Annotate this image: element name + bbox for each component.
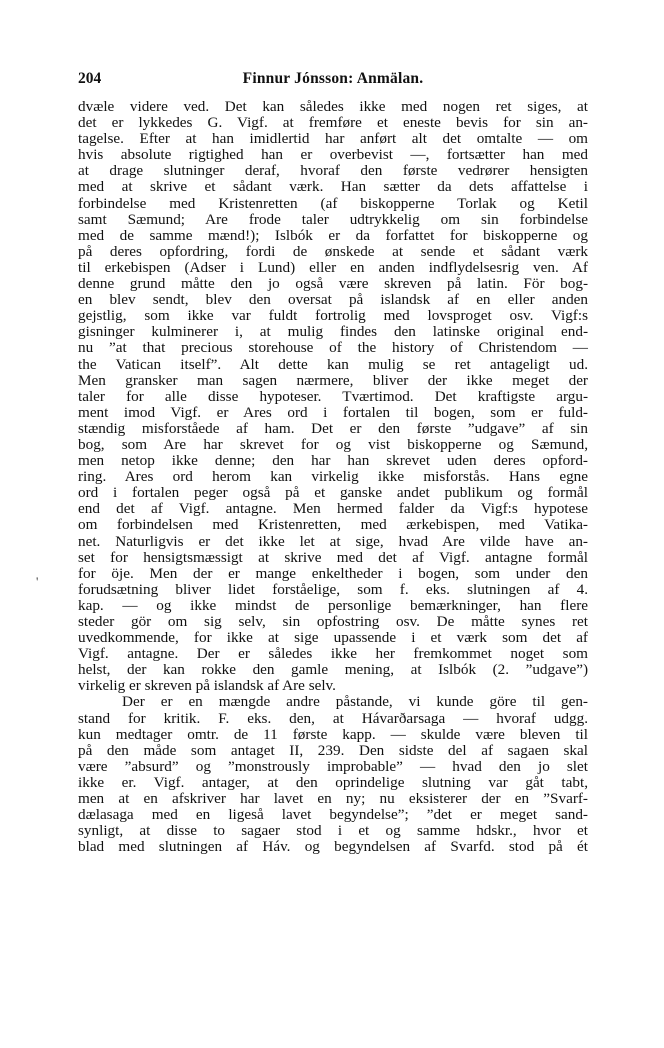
text-line: uvedkommende, for ikke at sige upassende i et værk som det af [78, 629, 588, 647]
text-line: for öje. Men der er mange enkeltheder i bogen, som under den [78, 564, 588, 582]
text-line: gejstlig, som ikke var fuldt fortrolig med lovsproget osv. Vigf:s [78, 307, 588, 325]
text-line: på deres opfordring, fordi de ønskede at sende et sådant værk [78, 242, 588, 260]
text-line: med at skrive et sådant værk. Han sætter da dets affattelse i [78, 178, 588, 196]
text-line: forudsætning bliver lidet forståelige, som f. eks. slutningen af 4. [78, 580, 588, 598]
text-line: med de samme mænd!); Islbók er da forfattet for biskopperne og [78, 226, 588, 244]
margin-mark: ' [36, 574, 39, 589]
text-line: dvæle videre ved. Det kan således ikke med nogen ret siges, at [78, 98, 588, 115]
text-line: end det af Vigf. antagne. Men hermed falder da Vigf:s hypotese [78, 500, 588, 518]
text-line: stand for kritik. F. eks. den, at Hávarðarsaga — hvoraf udgg. [78, 709, 588, 727]
text-line: set for hensigtsmæssigt at skrive med det af Vigf. antagne formål [78, 548, 588, 566]
text-line: om forbindelsen med Kristenretten, med ærkebispen, med Vatika- [78, 516, 588, 534]
text-line: the Vatican itself”. Alt dette kan mulig se ret antageligt ud. [78, 355, 588, 373]
text-line: en blev sendt, blev den oversat på islandsk af en eller anden [78, 291, 588, 309]
text-line: taler for alle disse hypoteser. Tværtimod. Det kraftigste argu- [78, 387, 588, 405]
text-line: ikke er. Vigf. antager, at den oprindelige slutning var gåt tabt, [78, 773, 588, 791]
text-line: Men gransker man sagen nærmere, bliver der ikke meget der [78, 371, 588, 389]
text-line: bog, som Are har skrevet for og vist biskopperne og Sæmund, [78, 435, 588, 453]
page-header [78, 70, 588, 92]
text-line: gisninger kulminerer i, at mulig findes den latinske original end- [78, 323, 588, 341]
text-line: hvis absolute rigtighed han er overbevist —, fortsætter han med [78, 146, 588, 164]
text-line: denne grund måtte den jo også være skreven på latin. För bog- [78, 275, 588, 293]
page-number: 204 [78, 70, 102, 87]
text-line: samt Sæmund; Are frode taler udtrykkelig om sin forbindelse [78, 210, 588, 228]
body-text [78, 99, 588, 855]
text-line: ment imod Vigf. er Ares ord i fortalen til bogen, som er fuld- [78, 403, 588, 421]
text-line: Der er en mængde andre påstande, vi kunde göre til gen- [122, 693, 588, 711]
text-line: stændig misforståede af ham. Det er den første ”udgave” af sin [78, 419, 588, 437]
text-line: virkelig er skreven på islandsk af Are selv. [78, 677, 336, 695]
text-line: kap. — og ikke mindst de personlige bemærkninger, han flere [78, 596, 588, 614]
text-line: net. Naturligvis er det ikke let at sige, hvad Are vilde have an- [78, 532, 588, 550]
text-line: ord i fortalen peger også på et ganske andet publikum og formål [78, 484, 588, 502]
text-line: men at en afskriver har lavet en ny; nu eksisterer der en ”Svarf- [78, 790, 588, 808]
text-line: forbindelse med Kristenretten (af biskopperne Torlak og Ketil [78, 194, 588, 212]
text-line: ring. Ares ord herom kan virkelig ikke misforstås. Hans egne [78, 468, 588, 486]
text-line: at drage slutninger deraf, hvoraf den første vedrører hensigten [78, 162, 588, 180]
text-line: Vigf. antagne. Der er således ikke her fremkommet noget som [78, 645, 588, 663]
text-line: det er lykkedes G. Vigf. at fremføre et eneste bevis for sin an- [78, 114, 588, 132]
text-line: helst, der kan rokke den gamle mening, at Islbók (2. ”udgave”) [78, 661, 588, 679]
text-line: synligt, at disse to sagaer stod i et og samme hdskr., hvor et [78, 822, 588, 840]
text-line: på den måde som antaget II, 239. Den sidste del af sagaen skal [78, 741, 588, 759]
running-title: Finnur Jónsson: Anmälan. [242, 70, 424, 87]
text-line: være ”absurd” og ”monstrously improbable” — hvad den jo slet [78, 757, 588, 775]
text-line: steder gör om sig selv, sin opfostring osv. De måtte synes ret [78, 613, 588, 630]
text-line: tagelse. Efter at han imidlertid har anført alt det omtalte — om [78, 130, 588, 148]
text-line: men netop ikke denne; den har han skrevet uden deres opford- [78, 452, 588, 470]
text-line: dælasaga med en ligeså lavet begyndelse”; ”det er meget sand- [78, 806, 588, 824]
text-line: nu ”at that precious storehouse of the history of Christendom — [78, 339, 588, 357]
text-line: til erkebispen (Adser i Lund) eller en anden indflydelsesrig ven. Af [78, 258, 588, 276]
text-line: blad med slutningen af Háv. og begyndelsen af Svarfd. stod på ét [78, 838, 588, 856]
text-line: kun medtager omtr. de 11 første kapp. — skulde være bleven til [78, 725, 588, 743]
